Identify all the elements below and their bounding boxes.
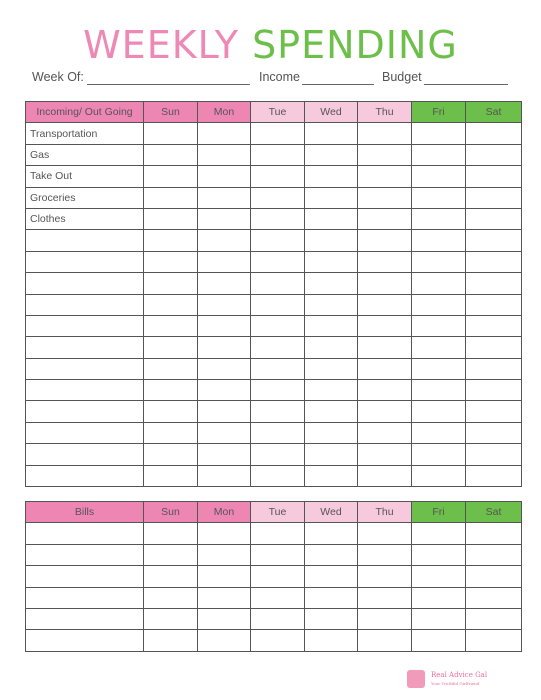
amount-cell-thu[interactable] <box>358 380 412 401</box>
brand-logo <box>407 668 527 692</box>
page-title <box>0 22 541 68</box>
category-cell[interactable] <box>26 465 144 486</box>
amount-cell-wed[interactable] <box>305 294 358 315</box>
amount-cell-sun[interactable] <box>144 422 198 443</box>
amount-cell-wed[interactable] <box>305 380 358 401</box>
amount-cell-mon[interactable] <box>198 544 251 565</box>
header-sun: Sun <box>144 102 198 123</box>
amount-cell-tue[interactable] <box>251 523 305 544</box>
amount-cell-fri[interactable] <box>412 123 466 144</box>
amount-cell-fri[interactable] <box>412 230 466 251</box>
amount-cell-sun[interactable] <box>144 465 198 486</box>
income-field[interactable] <box>302 84 374 85</box>
amount-cell-sat[interactable] <box>466 630 522 651</box>
header-sun: Sun <box>144 502 198 523</box>
amount-cell-fri[interactable] <box>412 208 466 229</box>
amount-cell-mon[interactable] <box>198 208 251 229</box>
amount-cell-sun[interactable] <box>144 630 198 651</box>
spending-header-label: Incoming/ Out Going <box>26 102 144 123</box>
category-cell[interactable]: Take Out <box>26 166 144 187</box>
amount-cell-wed[interactable] <box>305 315 358 336</box>
amount-cell-sat[interactable] <box>466 208 522 229</box>
amount-cell-wed[interactable] <box>305 144 358 165</box>
amount-cell-sun[interactable] <box>144 187 198 208</box>
amount-cell-fri[interactable] <box>412 608 466 629</box>
header-thu: Thu <box>358 102 412 123</box>
table-row <box>26 608 522 629</box>
spending-table <box>25 101 522 487</box>
amount-cell-fri[interactable] <box>412 544 466 565</box>
category-cell[interactable] <box>26 251 144 272</box>
table-row <box>26 144 522 165</box>
amount-cell-fri[interactable] <box>412 523 466 544</box>
amount-cell-sat[interactable] <box>466 422 522 443</box>
table-row <box>26 544 522 565</box>
header-thu: Thu <box>358 502 412 523</box>
amount-cell-tue[interactable] <box>251 358 305 379</box>
amount-cell-thu[interactable] <box>358 608 412 629</box>
amount-cell-tue[interactable] <box>251 123 305 144</box>
table-row <box>26 587 522 608</box>
table-row <box>26 444 522 465</box>
amount-cell-sun[interactable] <box>144 358 198 379</box>
amount-cell-mon[interactable] <box>198 401 251 422</box>
amount-cell-sat[interactable] <box>466 566 522 587</box>
amount-cell-thu[interactable] <box>358 544 412 565</box>
amount-cell-sat[interactable] <box>466 166 522 187</box>
amount-cell-tue[interactable] <box>251 465 305 486</box>
bills-header-label: Bills <box>26 502 144 523</box>
amount-cell-mon[interactable] <box>198 315 251 336</box>
table-row <box>26 523 522 544</box>
amount-cell-tue[interactable] <box>251 380 305 401</box>
amount-cell-mon[interactable] <box>198 358 251 379</box>
amount-cell-sun[interactable] <box>144 251 198 272</box>
header-fri: Fri <box>412 502 466 523</box>
table-row <box>26 294 522 315</box>
table-row <box>26 380 522 401</box>
amount-cell-wed[interactable] <box>305 166 358 187</box>
amount-cell-sat[interactable] <box>466 144 522 165</box>
table-row <box>26 465 522 486</box>
amount-cell-sun[interactable] <box>144 608 198 629</box>
table-row <box>26 230 522 251</box>
heart-logo-icon <box>407 670 425 688</box>
week-of-label: Week Of: <box>32 70 84 84</box>
amount-cell-sun[interactable] <box>144 273 198 294</box>
amount-cell-wed[interactable] <box>305 208 358 229</box>
amount-cell-wed[interactable] <box>305 630 358 651</box>
category-cell[interactable] <box>26 230 144 251</box>
amount-cell-tue[interactable] <box>251 630 305 651</box>
amount-cell-sat[interactable] <box>466 294 522 315</box>
amount-cell-sun[interactable] <box>144 166 198 187</box>
amount-cell-thu[interactable] <box>358 630 412 651</box>
amount-cell-thu[interactable] <box>358 587 412 608</box>
amount-cell-mon[interactable] <box>198 523 251 544</box>
amount-cell-wed[interactable] <box>305 465 358 486</box>
amount-cell-wed[interactable] <box>305 273 358 294</box>
amount-cell-sat[interactable] <box>466 380 522 401</box>
amount-cell-wed[interactable] <box>305 401 358 422</box>
amount-cell-mon[interactable] <box>198 337 251 358</box>
header-sat: Sat <box>466 102 522 123</box>
table-row <box>26 401 522 422</box>
header-tue: Tue <box>251 102 305 123</box>
amount-cell-fri[interactable] <box>412 166 466 187</box>
category-cell[interactable] <box>26 401 144 422</box>
amount-cell-thu[interactable] <box>358 251 412 272</box>
amount-cell-sun[interactable] <box>144 544 198 565</box>
amount-cell-sat[interactable] <box>466 358 522 379</box>
amount-cell-fri[interactable] <box>412 251 466 272</box>
amount-cell-mon[interactable] <box>198 166 251 187</box>
table-row <box>26 208 522 229</box>
amount-cell-thu[interactable] <box>358 422 412 443</box>
amount-cell-thu[interactable] <box>358 566 412 587</box>
table-row <box>26 422 522 443</box>
amount-cell-wed[interactable] <box>305 444 358 465</box>
amount-cell-tue[interactable] <box>251 294 305 315</box>
amount-cell-fri[interactable] <box>412 444 466 465</box>
amount-cell-sun[interactable] <box>144 566 198 587</box>
amount-cell-thu[interactable] <box>358 523 412 544</box>
amount-cell-sat[interactable] <box>466 251 522 272</box>
amount-cell-sat[interactable] <box>466 608 522 629</box>
amount-cell-sun[interactable] <box>144 401 198 422</box>
amount-cell-fri[interactable] <box>412 144 466 165</box>
category-cell[interactable] <box>26 315 144 336</box>
category-cell[interactable] <box>26 358 144 379</box>
amount-cell-sun[interactable] <box>144 123 198 144</box>
header-wed: Wed <box>305 102 358 123</box>
amount-cell-sun[interactable] <box>144 380 198 401</box>
amount-cell-thu[interactable] <box>358 230 412 251</box>
amount-cell-thu[interactable] <box>358 444 412 465</box>
amount-cell-fri[interactable] <box>412 337 466 358</box>
brand-tagline: Your Truthful Girlfriend <box>431 681 480 686</box>
category-cell[interactable] <box>26 380 144 401</box>
title-weekly: WEEKLY <box>83 23 239 67</box>
amount-cell-sat[interactable] <box>466 123 522 144</box>
amount-cell-mon[interactable] <box>198 380 251 401</box>
amount-cell-thu[interactable] <box>358 187 412 208</box>
category-cell[interactable]: Gas <box>26 144 144 165</box>
category-cell[interactable] <box>26 608 144 629</box>
budget-field[interactable] <box>424 84 508 85</box>
amount-cell-thu[interactable] <box>358 208 412 229</box>
amount-cell-tue[interactable] <box>251 587 305 608</box>
amount-cell-fri[interactable] <box>412 630 466 651</box>
info-line <box>32 70 512 88</box>
amount-cell-wed[interactable] <box>305 523 358 544</box>
amount-cell-thu[interactable] <box>358 358 412 379</box>
amount-cell-sat[interactable] <box>466 187 522 208</box>
table-row <box>26 166 522 187</box>
amount-cell-thu[interactable] <box>358 294 412 315</box>
title-spending: SPENDING <box>252 23 458 67</box>
budget-label: Budget <box>382 70 422 84</box>
amount-cell-wed[interactable] <box>305 337 358 358</box>
amount-cell-fri[interactable] <box>412 380 466 401</box>
amount-cell-wed[interactable] <box>305 123 358 144</box>
week-of-field[interactable] <box>87 84 250 85</box>
header-fri: Fri <box>412 102 466 123</box>
amount-cell-fri[interactable] <box>412 566 466 587</box>
header-mon: Mon <box>198 102 251 123</box>
amount-cell-sat[interactable] <box>466 273 522 294</box>
amount-cell-sat[interactable] <box>466 315 522 336</box>
amount-cell-fri[interactable] <box>412 587 466 608</box>
bills-table <box>25 501 522 652</box>
category-cell[interactable]: Transportation <box>26 123 144 144</box>
amount-cell-tue[interactable] <box>251 230 305 251</box>
amount-cell-tue[interactable] <box>251 608 305 629</box>
header-tue: Tue <box>251 502 305 523</box>
amount-cell-tue[interactable] <box>251 401 305 422</box>
amount-cell-mon[interactable] <box>198 630 251 651</box>
amount-cell-sun[interactable] <box>144 337 198 358</box>
amount-cell-mon[interactable] <box>198 566 251 587</box>
category-cell[interactable]: Groceries <box>26 187 144 208</box>
amount-cell-tue[interactable] <box>251 422 305 443</box>
amount-cell-mon[interactable] <box>198 123 251 144</box>
table-row <box>26 630 522 651</box>
amount-cell-sun[interactable] <box>144 587 198 608</box>
amount-cell-fri[interactable] <box>412 315 466 336</box>
amount-cell-thu[interactable] <box>358 123 412 144</box>
amount-cell-fri[interactable] <box>412 187 466 208</box>
table-row <box>26 123 522 144</box>
amount-cell-tue[interactable] <box>251 144 305 165</box>
amount-cell-mon[interactable] <box>198 422 251 443</box>
amount-cell-sun[interactable] <box>144 523 198 544</box>
amount-cell-tue[interactable] <box>251 251 305 272</box>
amount-cell-mon[interactable] <box>198 230 251 251</box>
category-cell[interactable] <box>26 523 144 544</box>
amount-cell-sun[interactable] <box>144 444 198 465</box>
amount-cell-thu[interactable] <box>358 166 412 187</box>
amount-cell-sat[interactable] <box>466 465 522 486</box>
table-row <box>26 358 522 379</box>
amount-cell-wed[interactable] <box>305 358 358 379</box>
amount-cell-wed[interactable] <box>305 608 358 629</box>
amount-cell-wed[interactable] <box>305 251 358 272</box>
category-cell[interactable] <box>26 422 144 443</box>
amount-cell-fri[interactable] <box>412 273 466 294</box>
amount-cell-sun[interactable] <box>144 144 198 165</box>
amount-cell-sun[interactable] <box>144 208 198 229</box>
amount-cell-wed[interactable] <box>305 230 358 251</box>
category-cell[interactable] <box>26 337 144 358</box>
category-cell[interactable] <box>26 587 144 608</box>
amount-cell-wed[interactable] <box>305 187 358 208</box>
table-row <box>26 273 522 294</box>
amount-cell-tue[interactable] <box>251 444 305 465</box>
amount-cell-thu[interactable] <box>358 273 412 294</box>
amount-cell-fri[interactable] <box>412 401 466 422</box>
amount-cell-tue[interactable] <box>251 187 305 208</box>
amount-cell-mon[interactable] <box>198 444 251 465</box>
amount-cell-wed[interactable] <box>305 587 358 608</box>
amount-cell-mon[interactable] <box>198 465 251 486</box>
amount-cell-sun[interactable] <box>144 230 198 251</box>
amount-cell-sat[interactable] <box>466 523 522 544</box>
category-cell[interactable] <box>26 630 144 651</box>
header-sat: Sat <box>466 502 522 523</box>
amount-cell-mon[interactable] <box>198 587 251 608</box>
amount-cell-thu[interactable] <box>358 465 412 486</box>
table-row <box>26 187 522 208</box>
category-cell[interactable]: Clothes <box>26 208 144 229</box>
amount-cell-wed[interactable] <box>305 566 358 587</box>
amount-cell-mon[interactable] <box>198 251 251 272</box>
category-cell[interactable] <box>26 273 144 294</box>
amount-cell-sun[interactable] <box>144 294 198 315</box>
category-cell[interactable] <box>26 294 144 315</box>
amount-cell-tue[interactable] <box>251 208 305 229</box>
amount-cell-wed[interactable] <box>305 422 358 443</box>
category-cell[interactable] <box>26 566 144 587</box>
amount-cell-sat[interactable] <box>466 444 522 465</box>
amount-cell-fri[interactable] <box>412 358 466 379</box>
amount-cell-thu[interactable] <box>358 144 412 165</box>
amount-cell-mon[interactable] <box>198 294 251 315</box>
table-row <box>26 566 522 587</box>
amount-cell-sat[interactable] <box>466 337 522 358</box>
amount-cell-sat[interactable] <box>466 544 522 565</box>
income-label: Income <box>259 70 300 84</box>
amount-cell-fri[interactable] <box>412 294 466 315</box>
table-row <box>26 315 522 336</box>
amount-cell-tue[interactable] <box>251 544 305 565</box>
amount-cell-wed[interactable] <box>305 544 358 565</box>
amount-cell-fri[interactable] <box>412 465 466 486</box>
spending-header-row <box>26 102 522 123</box>
bills-header-row <box>26 502 522 523</box>
brand-name: Real Advice Gal <box>431 671 488 679</box>
amount-cell-sun[interactable] <box>144 315 198 336</box>
header-mon: Mon <box>198 502 251 523</box>
amount-cell-mon[interactable] <box>198 273 251 294</box>
amount-cell-mon[interactable] <box>198 187 251 208</box>
amount-cell-tue[interactable] <box>251 337 305 358</box>
amount-cell-tue[interactable] <box>251 566 305 587</box>
amount-cell-tue[interactable] <box>251 166 305 187</box>
table-row <box>26 251 522 272</box>
amount-cell-mon[interactable] <box>198 144 251 165</box>
amount-cell-tue[interactable] <box>251 315 305 336</box>
amount-cell-sat[interactable] <box>466 587 522 608</box>
table-row <box>26 337 522 358</box>
amount-cell-mon[interactable] <box>198 608 251 629</box>
amount-cell-tue[interactable] <box>251 273 305 294</box>
amount-cell-fri[interactable] <box>412 422 466 443</box>
amount-cell-thu[interactable] <box>358 315 412 336</box>
amount-cell-sat[interactable] <box>466 230 522 251</box>
header-wed: Wed <box>305 502 358 523</box>
amount-cell-sat[interactable] <box>466 401 522 422</box>
amount-cell-thu[interactable] <box>358 337 412 358</box>
category-cell[interactable] <box>26 444 144 465</box>
amount-cell-thu[interactable] <box>358 401 412 422</box>
category-cell[interactable] <box>26 544 144 565</box>
